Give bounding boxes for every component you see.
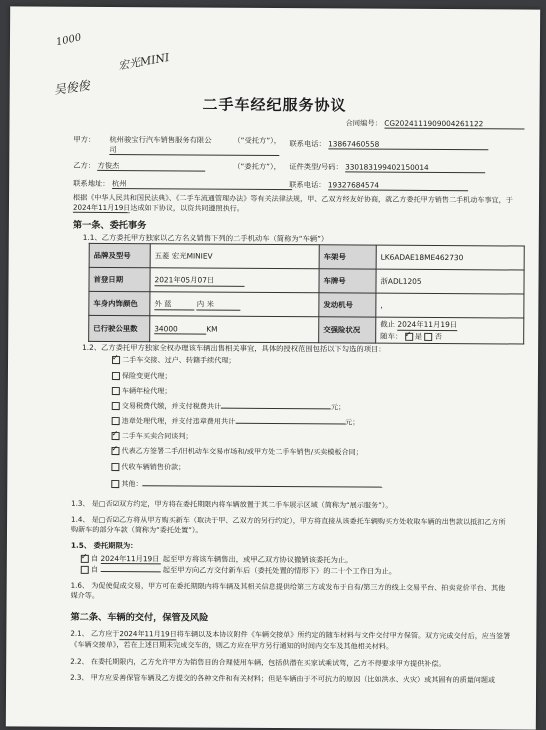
- mileage-label: 已行驶公里数: [89, 315, 150, 341]
- color-label: 车身内饰颜色: [89, 291, 150, 315]
- option-contract: ✓代表乙方签署二手/旧机动车交易市场和/或甲方处二手车销售/买卖模板合同；: [111, 446, 362, 457]
- party-a-name-tail: 司: [109, 145, 279, 156]
- handwritten-note-signature: 吴俊俊: [53, 78, 91, 98]
- party-b-role: （“委托方”），: [233, 161, 281, 172]
- vin-label: 车架号: [319, 245, 376, 269]
- preamble: 根据《中华人民共和国民法典》、《二手车流通管理办法》等有关法律法规，甲、乙双方经友好协商，就乙方委托甲方销售二手机动车事宜，于2024年11月19日达成如下协议，以资共同遵照执行。: [72, 192, 513, 213]
- option-insurance-change: 保险变更代理；: [112, 371, 172, 380]
- mileage-value: 34000 KM: [150, 316, 319, 343]
- option-other: 其他：: [111, 479, 382, 490]
- vin-value: LK6ADAE18ME462730: [376, 245, 524, 270]
- contract-page: [6, 6, 540, 729]
- clause-1-5-title: 1.5、 委托期限为：: [70, 540, 138, 551]
- clause-2-1: 2.1、 乙方应于2024年11月19日将车辆以及本协议附件《车辆交接单》所约定的随车材料与文件交付甲方保管。双方完成交付后，应当签署《车辆交接单》，若在上述日期未完成交车的，则乙方应在甲方另行通知的时间内交车及其他相关材料。: [70, 628, 511, 651]
- party-a-name: 杭州骏宝行汽车销售服务有限公: [109, 134, 212, 145]
- page-title: 二手车经纪服务协议: [202, 95, 347, 115]
- with-car-yes-checkbox: [405, 333, 413, 341]
- party-a-label: 甲方：: [73, 134, 96, 144]
- option-receive-payment: 代收车辆销售价款；: [111, 462, 185, 471]
- option-violation: 违章处理代理，并支付违章费用共计 元；: [112, 416, 360, 427]
- color-value: 外 蓝 内 米: [150, 292, 319, 317]
- plate-value: 浙ADL1205: [376, 269, 524, 294]
- handwritten-note-price: 1000: [55, 32, 83, 49]
- party-b-line: 乙方： 方俊杰: [73, 161, 205, 172]
- clause-1-6: 1.6、 为促使促成交易，甲方可在委托期限内将车辆及其相关信息提供给第三方或发布于自有/第三方的线上交易平台、拍卖竞价平台、其他媒介等。: [70, 580, 506, 600]
- term-from-2: 自 起至甲方向乙方交付新车后（委托处置的情形下）的二十个工作日为止。: [81, 565, 397, 576]
- party-b-id: 证件类型/号码： 330183199402150014: [289, 162, 485, 173]
- engine-value: ，: [376, 293, 524, 318]
- first-reg-value: 2021年05月07日: [150, 268, 319, 293]
- party-a-role: （“受托方”），: [233, 135, 282, 146]
- party-b-phone: 联系电话： 19327684574: [289, 180, 468, 191]
- handwritten-note-model: 宏光MINI: [117, 50, 171, 73]
- vehicle-table: [88, 243, 525, 345]
- section-2-title: 第二条、车辆的交付，保管及风险: [70, 611, 209, 624]
- plate-label: 车牌号: [319, 269, 376, 293]
- option-annual-inspection: 车辆年检代理；: [112, 386, 172, 395]
- clause-1-4: 1.4、 是□否☑乙方将从甲方购买新车（取决于甲、乙双方的另行约定），甲方将直接从该委托车辆购买方处收取车辆的出售款以抵扣乙方所购新车的部分车款（简称为“委托处置”）。: [70, 514, 506, 535]
- brand-value: 五菱 宏光MINIEV: [150, 244, 319, 269]
- clause-2-3: 2.3、 甲方应妥善保管车辆及乙方提交的各种文件和有关材料；但是车辆由于不可抗力的原因（比如洪水、火灾）或其固有的质量问题或: [70, 672, 496, 685]
- insurance-value: 截止 2024年11月19日 随车： ✓ 是 否: [376, 317, 524, 344]
- address-line: 联系地址： 杭州: [73, 179, 292, 190]
- option-tax: 交易税费代缴，并支付税费共计 元；: [112, 401, 346, 411]
- option-transfer: ✓二手车交接、过户、转籍手续代理；: [112, 355, 236, 365]
- first-reg-label: 首登日期: [89, 267, 150, 291]
- clause-2-2: 2.2、 在委托期限内，乙方允许甲方为销售目的合理使用车辆，包括供潜在买家试乘试驾，乙方不得要求甲方提供补偿。: [70, 656, 446, 669]
- party-a-phone: 联系电话： 13867460558: [289, 139, 488, 150]
- option-negotiation: ✓二手车买卖合同谈判；: [112, 431, 193, 440]
- brand-label: 品牌及型号: [89, 243, 150, 267]
- term-from: ✓自 2024年11月19日 起至甲方将该车辆售出，或甲乙双方协议撤销该委托为止。: [81, 554, 353, 566]
- with-car-no-checkbox: [424, 333, 432, 341]
- clause-1-2: 1.2、乙方委托甲方独家全权办理该车辆出售相关事宜，具体的授权范围包括以下勾选的项目：: [82, 342, 386, 354]
- engine-label: 发动机号: [319, 293, 376, 317]
- contract-number: 合同编号： CG2024111909004261122: [345, 118, 524, 129]
- insurance-label: 交强险状况: [319, 317, 376, 343]
- clause-1-1: 1.1、乙方委托甲方独家以乙方名义销售下列的二手机动车（简称为“车辆”）: [82, 232, 329, 244]
- clause-1-3: 1.3、 是□否☑双方约定，甲方将在委托期限内将车辆放置于其二手车展示区域（简称为“展示服务”）。: [71, 498, 393, 510]
- section-1-title: 第一条、委托事务: [72, 219, 147, 232]
